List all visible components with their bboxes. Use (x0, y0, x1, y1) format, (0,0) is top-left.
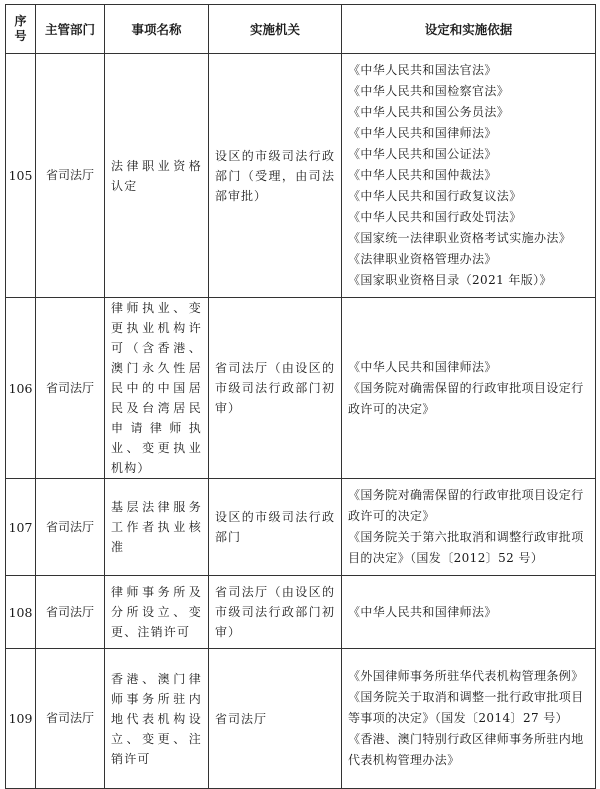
row-agency: 设区的市级司法行政部门（受理，由司法部审批） (209, 54, 342, 298)
basis-item: 《国家统一法律职业资格考试实施办法》 (348, 231, 572, 245)
basis-item: 《国务院对确需保留的行政审批项目设定行政许可的决定》 (348, 380, 584, 416)
header-agency: 实施机关 (209, 5, 342, 54)
document-page (5, 4, 595, 778)
row-basis (342, 54, 596, 298)
basis-item: 《国务院关于第六批取消和调整行政审批项目的决定》（国发〔2012〕52 号） (348, 530, 584, 565)
row-dept: 省司法厅 (36, 298, 105, 479)
row-basis (342, 649, 596, 789)
header-basis: 设定和实施依据 (342, 5, 596, 54)
licensing-table (5, 4, 596, 789)
row-seq: 105 (6, 54, 36, 298)
table-row (6, 649, 596, 789)
row-item-name: 香港、澳门律师事务所驻内地代表机构设立、变更、注销许可 (105, 649, 209, 789)
table-row (6, 298, 596, 479)
row-agency: 省司法厅（由设区的市级司法行政部门初审） (209, 576, 342, 649)
row-dept: 省司法厅 (36, 649, 105, 789)
basis-item: 《国务院关于取消和调整一批行政审批项目等事项的决定》（国发〔2014〕27 号） (348, 690, 584, 725)
basis-item: 《中华人民共和国公务员法》 (348, 105, 510, 119)
table-header-row (6, 5, 596, 54)
row-item-name: 律师执业、变更执业机构许可（含香港、澳门永久性居民中的中国居民及台湾居民申请律师执业、变更执业机构） (105, 298, 209, 479)
row-basis (342, 576, 596, 649)
row-item-name: 基层法律服务工作者执业核准 (105, 479, 209, 576)
header-dept: 主管部门 (36, 5, 105, 54)
row-seq: 109 (6, 649, 36, 789)
basis-item: 《法律职业资格管理办法》 (348, 252, 497, 266)
header-seq: 序 号 (6, 5, 36, 54)
table-row (6, 576, 596, 649)
row-dept: 省司法厅 (36, 479, 105, 576)
row-dept: 省司法厅 (36, 54, 105, 298)
row-basis (342, 479, 596, 576)
table-row (6, 479, 596, 576)
basis-item: 《中华人民共和国法官法》 (348, 63, 497, 77)
basis-item: 《中华人民共和国行政处罚法》 (348, 210, 522, 224)
basis-item: 《中华人民共和国行政复议法》 (348, 189, 522, 203)
row-basis (342, 298, 596, 479)
basis-item: 《香港、澳门特别行政区律师事务所驻内地代表机构管理办法》 (348, 732, 584, 767)
table-row (6, 54, 596, 298)
basis-item: 《中华人民共和国仲裁法》 (348, 168, 497, 182)
row-agency: 设区的市级司法行政部门 (209, 479, 342, 576)
basis-item: 《国家职业资格目录（2021 年版）》 (348, 273, 552, 287)
row-item-name: 法律职业资格认定 (105, 54, 209, 298)
header-name: 事项名称 (105, 5, 209, 54)
row-seq: 107 (6, 479, 36, 576)
row-seq: 106 (6, 298, 36, 479)
row-agency: 省司法厅 (209, 649, 342, 789)
row-agency: 省司法厅（由设区的市级司法行政部门初审） (209, 298, 342, 479)
basis-item: 《外国律师事务所驻华代表机构管理条例》 (348, 669, 584, 683)
row-item-name: 律师事务所及分所设立、变更、注销许可 (105, 576, 209, 649)
basis-item: 《国务院对确需保留的行政审批项目设定行政许可的决定》 (348, 488, 584, 523)
row-dept: 省司法厅 (36, 576, 105, 649)
basis-item: 《中华人民共和国律师法》 (348, 359, 497, 374)
basis-item: 《中华人民共和国检察官法》 (348, 84, 510, 98)
basis-item: 《中华人民共和国公证法》 (348, 147, 497, 161)
basis-item: 《中华人民共和国律师法》 (348, 604, 497, 619)
basis-item: 《中华人民共和国律师法》 (348, 126, 497, 140)
row-seq: 108 (6, 576, 36, 649)
